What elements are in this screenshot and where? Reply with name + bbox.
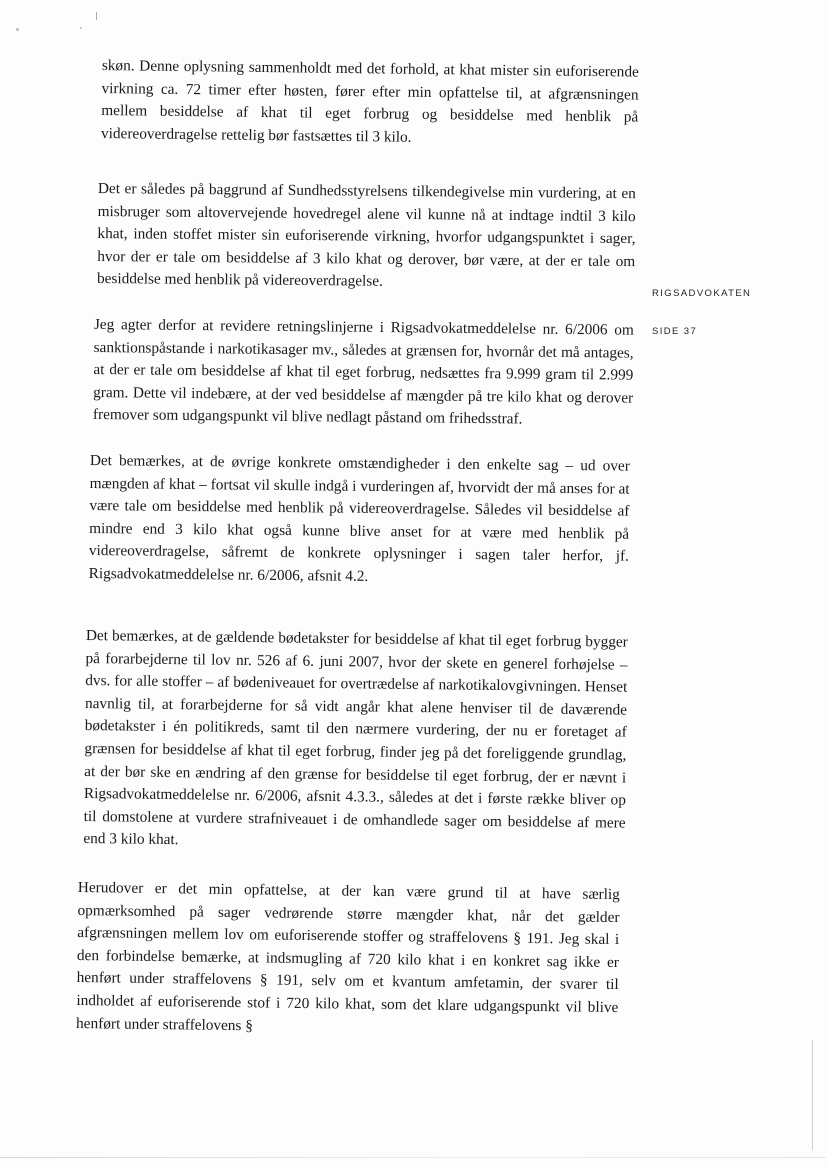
scan-edge-line <box>812 1040 813 1150</box>
body-paragraph: Jeg agter derfor at revidere retningslinjerne i Rigsadvokatmeddelelse nr. 6/2006 om sanktionspåstande i narkotikasager mv., således at grænsen for, hvornår det må antages, at der er tale om besiddelse af khat til eget forbrug, nedsættes fra 9.999 gram til 2.999 gram. Dette vil indebære, at der ved besiddelse af mængder på tre kilo khat og derover fremover som udgangspunkt vil blive nedlagt påstand om frihedsstraf. <box>92 315 634 428</box>
page-number-label: SIDE 37 <box>652 326 698 337</box>
scan-bottom-edge <box>0 1157 826 1158</box>
body-paragraph: Herudover er det min opfattelse, at der kan være grund til at have særlig opmærksomhed på sager vedrørende større mængder khat, når det gælder afgrænsningen mellem lov om euforiserende stoffer og straffelovens § 191. Jeg skal i den forbindelse bemærke, at indsmugling af 720 kilo khat i en konkret sag ikke er henført under straffelovens § 191, selv om et kvantum amfetamin, der svarer til indholdet af euforiserende stof i 720 kilo khat, som det klare udgangspunkt vil blive henført under straffelovens § <box>75 878 620 1034</box>
body-paragraph: skøn. Denne oplysning sammenholdt med det forhold, at khat mister sin euforiserende virkning ca. 72 timer efter høsten, fører efter min opfattelse til, at afgrænsningen mellem besiddelse af khat til eget forbrug og besiddelse med henblik på videreoverdragelse rettelig bør fastsættes til 3 kilo. <box>100 56 639 146</box>
body-paragraph: Det bemærkes, at de gældende bødetakster for besiddelse af khat til eget forbrug bygger på forarbejderne til lov nr. 526 af 6. juni 2007, hvor der skete en generel forhøjelse – dvs. for alle stoffer – af bødeniveauet for overtrædelse af narkotikalovgivningen. Henset navnlig til, at forarbejderne for så vidt angår khat alene henviser til de daværende bødetakster i én politikreds, samt til den nærmere vurdering, der nu er foretaget af grænsen for besiddelse af khat til eget forbrug, finder jeg på det foreliggende grundlag, at der bør ske en ændring af den grænse for besiddelse til eget forbrug, der er nævnt i Rigsadvokatmeddelelse nr. 6/2006, afsnit 4.3.3., således at det i første række bliver op til domstolene at vurdere strafniveauet i de omhandlede sager om besiddelse af mere end 3 kilo khat. <box>83 626 628 849</box>
scan-artifact <box>96 12 97 20</box>
body-paragraph: Det bemærkes, at de øvrige konkrete omstændigheder i den enkelte sag – ud over mængden af khat – fortsat vil skulle indgå i vurderingen af, hvorvidt der må anses for at være tale om besiddelse med henblik på videreoverdragelse. Således vil besiddelse af mindre end 3 kilo khat også kunne blive anset for at være med henblik på videreoverdragelse, såfremt de konkrete oplysninger i sagen taler herfor, jf. Rigsadvokatmeddelelse nr. 6/2006, afsnit 4.2. <box>88 451 630 585</box>
body-paragraph: Det er således på baggrund af Sundhedsstyrelsens tilkendegivelse min vurdering, at en misbruger som altovervejende hovedregel alene vil kunne nå at indtage indtil 3 kilo khat, inden stoffet mister sin euforiserende virkning, hvorfor udgangspunktet i sager, hvor der er tale om besiddelse af 3 kilo khat og derover, bør være, at der er tale om besiddelse med henblik på videreoverdragelse. <box>96 179 636 291</box>
scan-artifact <box>80 27 82 29</box>
scan-artifact <box>16 28 19 31</box>
organization-header: RIGSADVOKATEN <box>652 288 752 299</box>
